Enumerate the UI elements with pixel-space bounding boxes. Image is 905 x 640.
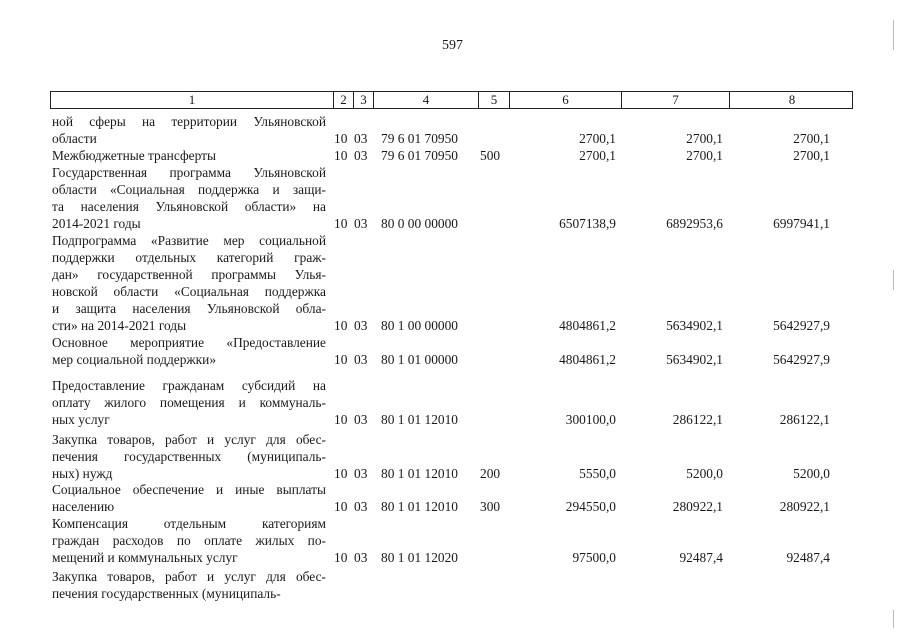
header-cell: 6 — [509, 92, 621, 108]
row-description-line: мер социальной поддержки» — [52, 352, 217, 367]
cell-value-2022: 2700,1 — [793, 148, 830, 163]
cell-value-2021: 92487,4 — [679, 550, 723, 565]
cell-value-2022: 6997941,1 — [773, 216, 830, 231]
cell-value-2021: 286122,1 — [672, 412, 723, 427]
row-description-line: ных услуг — [52, 412, 110, 427]
cell-csr: 80 1 01 12020 — [381, 550, 458, 565]
row-description-line: области — [52, 131, 97, 146]
row-description-line: ных) нужд — [52, 466, 113, 481]
cell-pr: 03 — [354, 318, 368, 333]
row-description-line: 2014-2021 годы — [52, 216, 141, 231]
cell-vr: 300 — [480, 499, 501, 514]
cell-rz: 10 — [334, 466, 348, 481]
row-description-line: печения государственных (муниципаль- — [52, 449, 326, 464]
cell-value-2020: 2700,1 — [579, 131, 616, 146]
row-description-line: области «Социальная поддержка и защи- — [52, 182, 326, 197]
scan-mark — [893, 20, 894, 50]
cell-pr: 03 — [354, 148, 368, 163]
cell-value-2020: 4804861,2 — [559, 352, 616, 367]
cell-value-2022: 92487,4 — [786, 550, 830, 565]
row-description-line: поддержки отдельных категорий граж- — [52, 250, 326, 265]
cell-pr: 03 — [354, 412, 368, 427]
header-cell: 8 — [729, 92, 854, 108]
cell-rz: 10 — [334, 412, 348, 427]
row-description-line: дан» государственной программы Улья- — [52, 267, 326, 282]
page-number: 597 — [442, 38, 463, 53]
cell-pr: 03 — [354, 499, 368, 514]
row-description-line: граждан расходов по оплате жилых по- — [52, 533, 326, 548]
header-cell: 5 — [478, 92, 509, 108]
row-description-line: ной сферы на территории Ульяновской — [52, 114, 326, 129]
cell-rz: 10 — [334, 216, 348, 231]
table-header — [50, 91, 853, 109]
cell-value-2021: 2700,1 — [686, 131, 723, 146]
cell-value-2021: 6892953,6 — [666, 216, 723, 231]
row-description-line: Закупка товаров, работ и услуг для обес- — [52, 432, 326, 447]
cell-value-2020: 2700,1 — [579, 148, 616, 163]
cell-csr: 80 0 00 00000 — [381, 216, 458, 231]
row-description-line: Межбюджетные трансферты — [52, 148, 216, 163]
row-description-line: Государственная программа Ульяновской — [52, 165, 326, 180]
cell-pr: 03 — [354, 550, 368, 565]
cell-value-2021: 5634902,1 — [666, 318, 723, 333]
row-description-line: Предоставление гражданам субсидий на — [52, 378, 326, 393]
cell-value-2022: 5200,0 — [793, 466, 830, 481]
row-description-line: печения государственных (муниципаль- — [52, 586, 281, 601]
cell-value-2022: 5642927,9 — [773, 318, 830, 333]
cell-value-2020: 300100,0 — [565, 412, 616, 427]
cell-value-2022: 5642927,9 — [773, 352, 830, 367]
cell-pr: 03 — [354, 131, 368, 146]
cell-csr: 80 1 00 00000 — [381, 318, 458, 333]
cell-rz: 10 — [334, 352, 348, 367]
cell-pr: 03 — [354, 466, 368, 481]
scan-mark — [893, 270, 894, 290]
cell-vr: 200 — [480, 466, 501, 481]
cell-pr: 03 — [354, 216, 368, 231]
row-description-line: и защита населения Ульяновской обла- — [52, 301, 326, 316]
row-description-line: Социальное обеспечение и иные выплаты — [52, 482, 326, 497]
cell-value-2020: 6507138,9 — [559, 216, 616, 231]
cell-value-2020: 97500,0 — [572, 550, 616, 565]
header-cell: 7 — [621, 92, 729, 108]
cell-csr: 80 1 01 00000 — [381, 352, 458, 367]
cell-value-2022: 2700,1 — [793, 131, 830, 146]
cell-value-2021: 5200,0 — [686, 466, 723, 481]
cell-vr: 500 — [480, 148, 501, 163]
row-description-line: оплату жилого помещения и коммуналь- — [52, 395, 326, 410]
scan-mark — [893, 610, 894, 628]
cell-rz: 10 — [334, 131, 348, 146]
cell-csr: 79 6 01 70950 — [381, 148, 458, 163]
cell-value-2021: 280922,1 — [672, 499, 723, 514]
row-description-line: Закупка товаров, работ и услуг для обес- — [52, 569, 326, 584]
cell-value-2021: 2700,1 — [686, 148, 723, 163]
header-cell: 1 — [188, 92, 196, 107]
cell-csr: 80 1 01 12010 — [381, 499, 458, 514]
cell-value-2020: 4804861,2 — [559, 318, 616, 333]
cell-value-2022: 286122,1 — [779, 412, 830, 427]
cell-value-2022: 280922,1 — [779, 499, 830, 514]
cell-csr: 79 6 01 70950 — [381, 131, 458, 146]
row-description-line: населению — [52, 499, 115, 514]
row-description-line: мещений и коммунальных услуг — [52, 550, 238, 565]
cell-value-2021: 5634902,1 — [666, 352, 723, 367]
row-description-line: Подпрограмма «Развитие мер социальной — [52, 233, 326, 248]
cell-csr: 80 1 01 12010 — [381, 412, 458, 427]
header-cell: 2 — [333, 92, 353, 108]
row-description-line: новской области «Социальная поддержка — [52, 284, 326, 299]
row-description-line: сти» на 2014-2021 годы — [52, 318, 187, 333]
row-description-line: Компенсация отдельным категориям — [52, 516, 326, 531]
cell-pr: 03 — [354, 352, 368, 367]
cell-value-2020: 294550,0 — [565, 499, 616, 514]
row-description-line: Основное мероприятие «Предоставление — [52, 335, 326, 350]
row-description-line: та населения Ульяновской области» на — [52, 199, 326, 214]
cell-rz: 10 — [334, 148, 348, 163]
cell-rz: 10 — [334, 550, 348, 565]
cell-rz: 10 — [334, 318, 348, 333]
header-cell: 3 — [353, 92, 373, 108]
cell-csr: 80 1 01 12010 — [381, 466, 458, 481]
cell-rz: 10 — [334, 499, 348, 514]
cell-value-2020: 5550,0 — [579, 466, 616, 481]
header-cell: 4 — [373, 92, 478, 108]
